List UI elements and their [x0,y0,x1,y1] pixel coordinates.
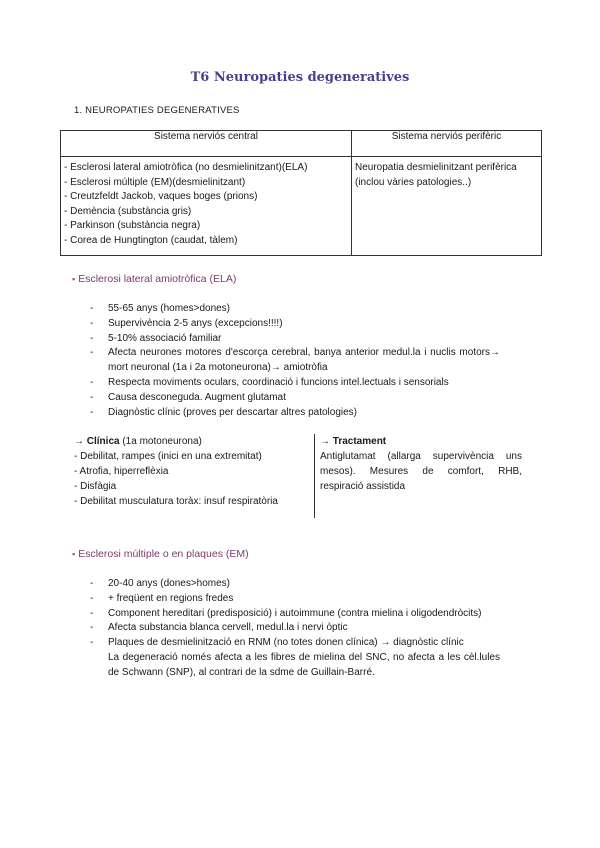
arrow-right-icon: → [74,436,84,447]
dash-icon: - [90,592,94,604]
list-item [72,607,500,622]
dash-icon: - [90,376,94,388]
dash-icon: - [90,317,94,329]
list-item-text: Diagnòstic clínic (proves per descartar altres patologies) [108,406,357,418]
list-item-text: Component hereditari (predisposició) i autoimmune (contra mielina i oligodendròcits) [108,607,482,619]
clinica-suffix: (1a motoneurona) [119,436,202,447]
list-item [72,376,500,391]
dash-icon: - [90,607,94,619]
clinica-label: Clínica [86,436,120,447]
list-item [72,636,500,651]
nervous-system-table [60,130,542,256]
list-item: - Atrofia, hiperreflèxia [74,466,169,477]
list-item: (inclou vàries patologies..) [355,176,472,188]
list-item [72,406,500,421]
arrow-right-icon: → [320,436,330,447]
list-item: - Esclerosi múltiple (EM)(desmielinitzant) [64,176,246,188]
clinica-column [74,434,312,509]
list-item-text: Supervivència 2-5 anys (excepcions!!!!) [108,317,283,329]
ela-heading-text: Esclerosi lateral amiotròfica (ELA) [78,273,237,285]
list-item-text: + freqüent en regions fredes [108,592,234,604]
list-item-text: Respecta moviments oculars, coordinació i funcions intel.lectuals i sensorials [108,376,449,388]
dash-icon: - [90,347,94,359]
em-heading-text: Esclerosi múltiple o en plaques (EM) [78,548,249,560]
em-note: La degeneració només afecta a les fibres de mielina del SNC, no afecta a les cèl.lules de Schwann (SNP), al contrari de la sdme de Guillain-Barré. [108,652,500,678]
list-item [72,621,500,636]
list-item [72,577,500,592]
list-item: - Corea de Hungtington (caudat, tàlem) [64,234,238,246]
list-item: - Esclerosi lateral amiotròfica (no desmielinitzant)(ELA) [64,162,308,173]
dash-icon: - [90,406,94,418]
dash-icon: - [90,332,94,344]
bullet-icon: ▪ [72,274,76,284]
ela-list [72,302,500,420]
ela-heading [72,273,236,285]
peripheral-cell [352,157,542,256]
table-header-peripheral: Sistema nerviós perifèric [352,131,542,157]
list-item: - Demència (substància gris) [64,205,192,217]
list-item: - Debilitat musculatura toràx: insuf respiratòria [74,496,278,507]
list-item-text: Afecta substancia blanca cervell, medul.la i nervi òptic [108,622,348,634]
list-item-text: 5-10% associació familiar [108,332,222,344]
list-item-text: Plaques de desmielinització en RNM (no totes donen clínica) → diagnòstic clínic [108,637,464,649]
list-item: Neuropatia desmielinitzant perifèrica [355,162,517,173]
column-divider [314,434,315,518]
table-header-row [61,131,542,157]
tractament-label: Tractament [332,436,387,447]
dash-icon: - [90,622,94,634]
section-heading: 1. NEUROPATIES DEGENERATIVES [74,105,240,116]
list-item-text: 20-40 anys (dones>homes) [108,578,231,589]
tractament-column [320,434,522,494]
page-title: T6 Neuropaties degeneratives [190,70,410,85]
table-header-central: Sistema nerviós central [61,131,352,157]
tractament-text: Antiglutamat (allarga supervivència uns mesos). Mesures de comfort, RHB, respiració assistida [320,451,522,492]
central-cell [61,157,352,256]
dash-icon: - [90,303,94,314]
list-item: - Creutzfeldt Jackob, vaques boges (prions) [64,191,258,203]
list-item-text: 55-65 anys (homes>dones) [108,303,231,314]
list-item [72,346,500,376]
dash-icon: - [90,637,94,649]
em-list [72,577,500,651]
list-item [72,592,500,607]
dash-icon: - [90,578,94,589]
list-item: - Parkinson (substància negra) [64,220,201,232]
tractament-heading [320,434,522,449]
list-item: - Disfàgia [74,481,117,492]
em-heading [72,548,249,560]
clinica-heading [74,434,312,449]
list-item: - Debilitat, rampes (inici en una extremitat) [74,451,262,462]
list-item [72,332,500,347]
table-row [61,157,542,256]
dash-icon: - [90,391,94,403]
list-item [72,302,500,317]
bullet-icon: ▪ [72,549,76,559]
list-item [72,391,500,406]
list-item-text: Afecta neurones motores d'escorça cerebral, banya anterior medul.la i nuclis motors→ mort neuronal (1a i 2a motoneurona)→ amiotròfia [108,347,500,374]
list-item-text: Causa desconeguda. Augment glutamat [108,391,286,403]
list-item [72,317,500,332]
